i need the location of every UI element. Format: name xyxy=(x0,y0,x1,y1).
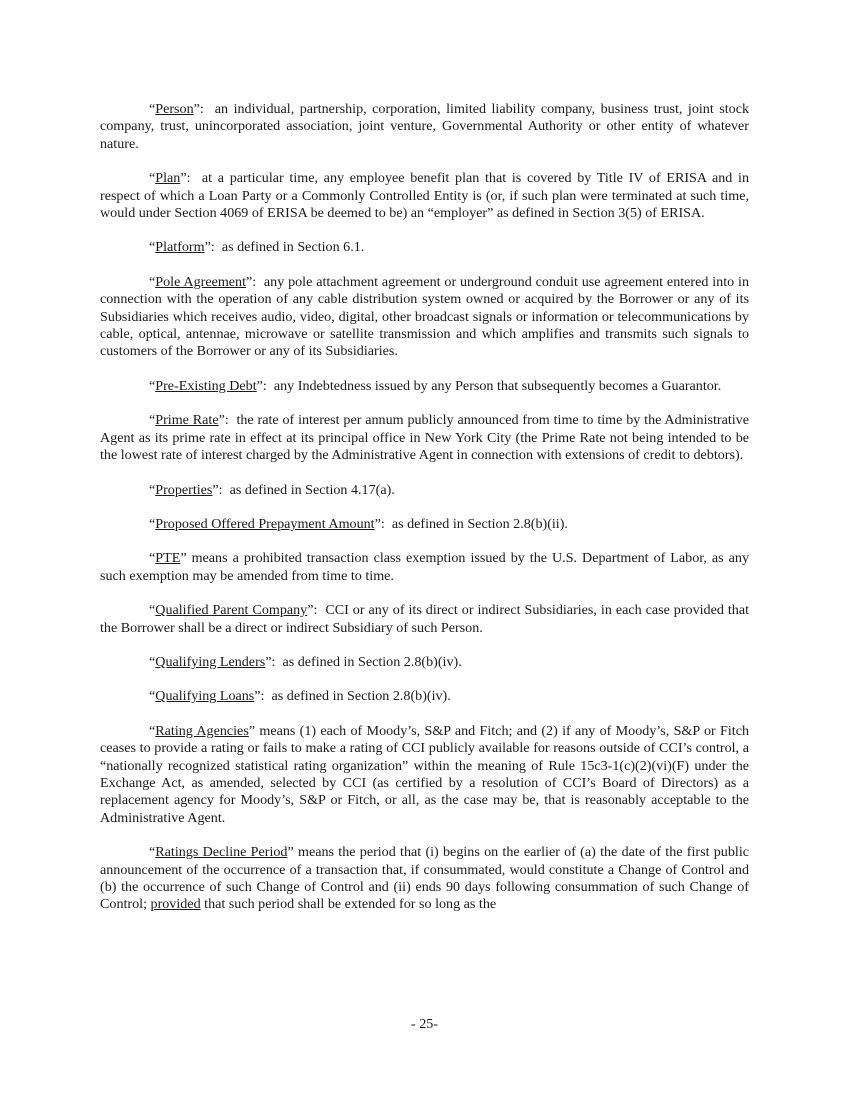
defined-term: Qualifying Loans xyxy=(155,688,255,705)
close-quote: ”: xyxy=(204,239,215,256)
close-quote: ”: xyxy=(265,653,276,670)
open-quote: “ xyxy=(149,377,156,394)
close-quote: ” xyxy=(180,550,187,567)
open-quote: “ xyxy=(149,273,156,290)
definition-properties xyxy=(100,482,749,499)
defined-term: Pole Agreement xyxy=(155,273,247,290)
defined-term: Platform xyxy=(155,239,205,256)
defined-term: Person xyxy=(155,101,194,117)
open-quote: “ xyxy=(149,412,156,429)
defined-term: Plan xyxy=(155,170,181,187)
definition-qualified-parent-company xyxy=(100,602,753,637)
close-quote: ”: xyxy=(212,481,223,498)
definition-pole-agreement xyxy=(100,273,753,361)
page-number: - 25- xyxy=(410,1016,438,1032)
proviso-keyword: provided xyxy=(150,896,201,913)
definition-text: means (1) each of Moody’s, S&P and Fitch; and (2) if any of Moody’s, S&P or Fitch ceases to provide a rating or fails to make a rating of CCI publicly available for reasons outside of CCI’s control, a “nationally recognized statistical rating organization” within the meaning of Rule 15c3-1(c)(2)(vi)(F) under the Exchange Act, as amended, selected by CCI (as certified by a resolution of CCI’s Board of Directors) as a replacement agency for Moody’s, S&P or Fitch, or all, as the case may be, that is reasonably acceptable to the Administrative Agent. xyxy=(100,722,753,826)
definition-text: as defined in Section 4.17(a). xyxy=(222,481,395,498)
definition-text: an individual, partnership, corporation, limited liability company, business trust, joint stock company, trust, unincorporated association, joint venture, Governmental Authority or other entity of whatever nature. xyxy=(100,101,753,152)
close-quote: ” xyxy=(248,722,256,739)
definition-rating-agencies xyxy=(100,722,753,827)
close-quote: ”: xyxy=(218,412,229,429)
defined-term: Qualified Parent Company xyxy=(155,602,308,619)
open-quote: “ xyxy=(149,515,156,532)
definition-platform xyxy=(100,239,749,256)
defined-term: Prime Rate xyxy=(155,412,219,429)
open-quote: “ xyxy=(149,101,156,117)
defined-term: Pre-Existing Debt xyxy=(155,377,257,394)
close-quote: ”: xyxy=(180,170,191,187)
defined-term: Properties xyxy=(155,481,213,498)
close-quote: ”: xyxy=(307,602,318,619)
close-quote: ”: xyxy=(193,101,204,117)
definition-text: the rate of interest per annum publicly announced from time to time by the Administrative Agent as its prime rate in effect at its principal office in New York City (the Prime Rate not being intended to be the lowest rate of interest charged by the Administrative Agent in connection with extensions of credit to debtors). xyxy=(100,412,753,464)
close-quote: ” xyxy=(287,844,294,861)
open-quote: “ xyxy=(149,170,156,187)
defined-term: Ratings Decline Period xyxy=(155,844,288,861)
definition-pte xyxy=(100,550,753,585)
definition-qualifying-lenders xyxy=(100,654,749,671)
definition-text: any pole attachment agreement or underground conduit use agreement entered into in connection with the operation of any cable distribution system owned or acquired by the Borrower or any of its Subsidiaries which receives audio, video, digital, other broadcast signals or information or telecommunications by cable, optical, antennae, microwave or satellite transmission and which amplifies and transmits such signals to customers of the Borrower or any of its Subsidiaries. xyxy=(100,273,753,360)
definition-person xyxy=(100,101,753,153)
definition-text: means the period that (i) begins on the earlier of (a) the date of the first public announcement of the occurrence of a transaction that, if consummated, would constitute a Change of Control and (b) the occurrence of such Change of Control and (ii) ends 90 days following consummation of such Change of Control; xyxy=(100,844,753,913)
open-quote: “ xyxy=(149,844,156,861)
open-quote: “ xyxy=(149,550,156,567)
definition-pre-existing-debt xyxy=(100,378,749,395)
open-quote: “ xyxy=(149,653,156,670)
defined-term: Qualifying Lenders xyxy=(155,653,266,670)
defined-term: Rating Agencies xyxy=(155,722,249,739)
definition-proposed-offered-prepayment-amount xyxy=(100,516,749,533)
close-quote: ”: xyxy=(246,273,257,290)
document-body xyxy=(100,101,753,931)
definition-ratings-decline-period xyxy=(100,844,753,914)
definition-plan xyxy=(100,170,753,222)
definition-text: CCI or any of its direct or indirect Subsidiaries, in each case provided that the Borrower shall be a direct or indirect Subsidiary of such Person. xyxy=(100,602,753,636)
definition-text: as defined in Section 2.8(b)(iv). xyxy=(275,653,462,670)
close-quote: ”: xyxy=(256,377,267,394)
definition-text: as defined in Section 2.8(b)(ii). xyxy=(384,515,568,532)
close-quote: ”: xyxy=(374,515,385,532)
defined-term: PTE xyxy=(155,550,181,567)
definition-prime-rate xyxy=(100,412,753,464)
definition-text: at a particular time, any employee benefit plan that is covered by Title IV of ERISA and in respect of which a Loan Party or a Commonly Controlled Entity is (or, if such plan were terminated at such time, would under Section 4069 of ERISA be deemed to be) an “employer” as defined in Section 3(5) of ERISA. xyxy=(100,170,753,222)
definition-text: as defined in Section 6.1. xyxy=(214,239,365,256)
open-quote: “ xyxy=(149,688,156,705)
definition-text: means a prohibited transaction class exemption issued by the U.S. Department of Labor, as any such exemption may be amended from time to time. xyxy=(100,550,753,584)
open-quote: “ xyxy=(149,239,156,256)
close-quote: ”: xyxy=(254,688,265,705)
defined-term: Proposed Offered Prepayment Amount xyxy=(155,515,375,532)
definition-text: any Indebtedness issued by any Person that subsequently becomes a Guarantor. xyxy=(266,377,722,394)
definition-text: as defined in Section 2.8(b)(iv). xyxy=(264,688,451,705)
definition-text-tail: that such period shall be extended for so long as the xyxy=(200,896,497,913)
definition-qualifying-loans xyxy=(100,688,749,705)
open-quote: “ xyxy=(149,722,156,739)
open-quote: “ xyxy=(149,481,156,498)
open-quote: “ xyxy=(149,602,156,619)
